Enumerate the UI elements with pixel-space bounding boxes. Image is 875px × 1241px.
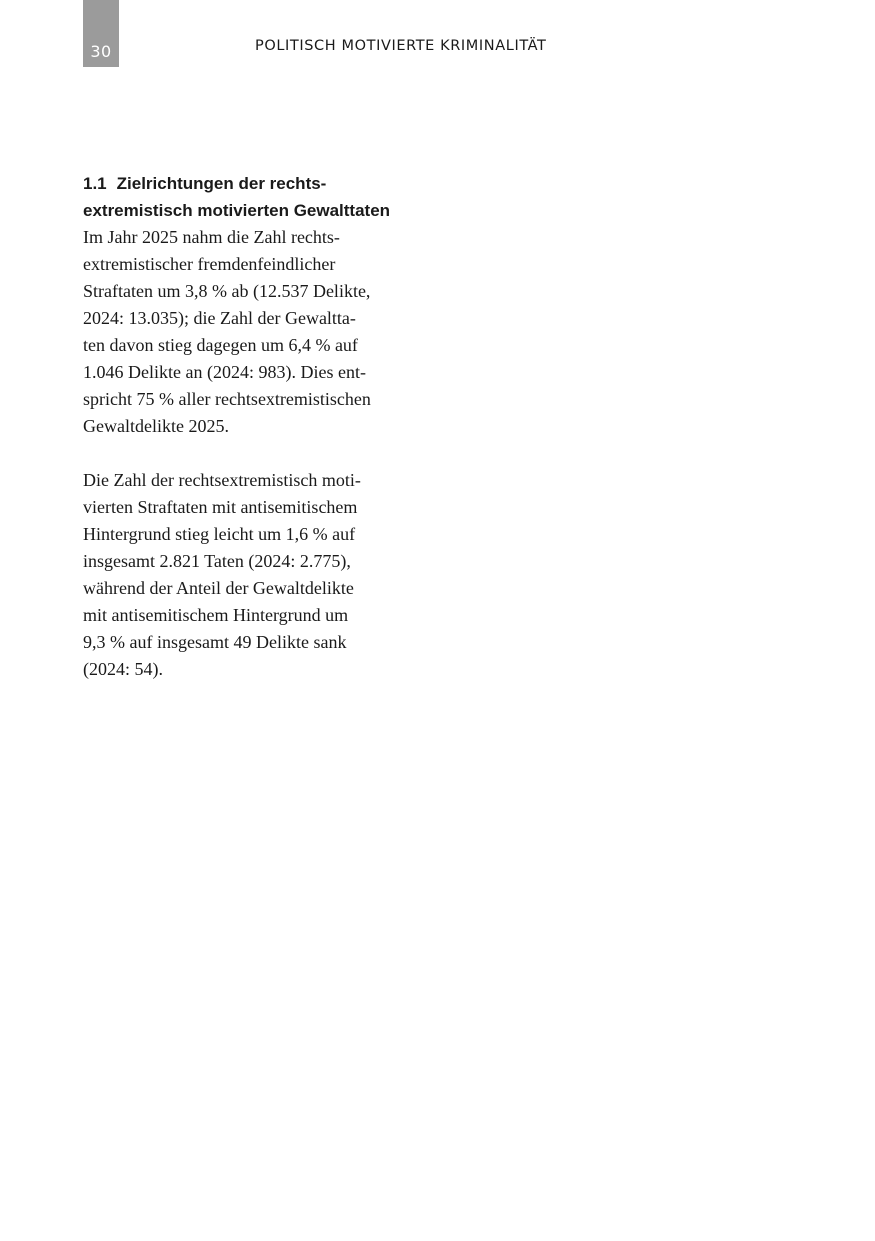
text-line: Gewaltdelikte 2025. xyxy=(83,416,229,436)
text-line: spricht 75 % aller rechtsextremistischen xyxy=(83,389,371,409)
text-line: Im Jahr 2025 nahm die Zahl rechts- xyxy=(83,227,340,247)
paragraph-2 xyxy=(83,467,423,683)
text-line: 1.046 Delikte an (2024: 983). Dies ent- xyxy=(83,362,366,382)
section-title-line-1: Zielrichtungen der rechts- xyxy=(116,174,327,193)
text-line: ten davon stieg dagegen um 6,4 % auf xyxy=(83,335,358,355)
running-header: POLITISCH MOTIVIERTE KRIMINALITÄT xyxy=(255,38,547,54)
section-heading xyxy=(83,170,423,224)
main-content xyxy=(83,170,423,683)
paragraph-1 xyxy=(83,224,423,440)
text-line: 2024: 13.035); die Zahl der Gewaltta- xyxy=(83,308,356,328)
text-line: Straftaten um 3,8 % ab (12.537 Delikte, xyxy=(83,281,371,301)
section-number: 1.1 xyxy=(83,174,107,193)
text-line: vierten Straftaten mit antisemitischem xyxy=(83,497,358,517)
section-title-line-2: extremistisch motivierten Gewalttaten xyxy=(83,201,391,220)
section-heading-line xyxy=(83,170,423,197)
page-number: 30 xyxy=(90,42,112,61)
text-line: Die Zahl der rechtsextremistisch moti- xyxy=(83,470,361,490)
text-line: während der Anteil der Gewaltdelikte xyxy=(83,578,354,598)
text-line: insgesamt 2.821 Taten (2024: 2.775), xyxy=(83,551,351,571)
page-number-tab xyxy=(83,0,119,67)
text-line: mit antisemitischem Hintergrund um xyxy=(83,605,349,625)
text-line: 9,3 % auf insgesamt 49 Delikte sank xyxy=(83,632,347,652)
text-line: Hintergrund stieg leicht um 1,6 % auf xyxy=(83,524,356,544)
text-line: extremistischer fremdenfeindlicher xyxy=(83,254,336,274)
text-line: (2024: 54). xyxy=(83,659,163,679)
